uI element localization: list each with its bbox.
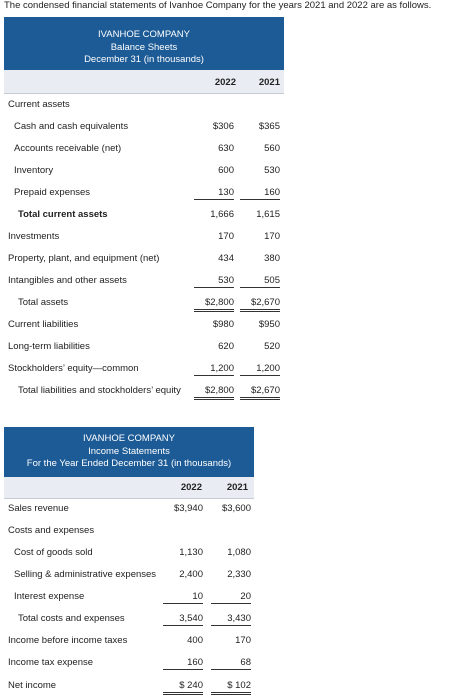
value-2022: 1,130 (179, 547, 203, 558)
row-label: Costs and expenses (8, 525, 95, 536)
statement-row (4, 297, 284, 311)
value-2021: $950 (258, 319, 280, 330)
value-2022: 2,400 (179, 569, 203, 580)
company-name: IVANHOE COMPANY (97, 29, 191, 40)
value-2021: 170 (235, 635, 251, 646)
value-2021: 380 (264, 253, 280, 264)
value-2022: 160 (163, 657, 203, 670)
row-label: Total costs and expenses (18, 613, 125, 624)
row-label: Net income (8, 680, 57, 691)
row-label: Intangibles and other assets (8, 275, 127, 286)
value-2022: 130 (194, 187, 234, 200)
row-label: Income tax expense (8, 657, 94, 668)
statement-row (4, 187, 284, 201)
statement-row (4, 363, 284, 377)
value-2021: 20 (211, 591, 251, 604)
value-2021: 505 (240, 275, 280, 288)
value-2022: 434 (218, 253, 234, 264)
value-2022: 600 (218, 165, 234, 176)
row-label: Total current assets (18, 209, 108, 220)
value-2022: 170 (218, 231, 234, 242)
value-2021: 170 (264, 231, 280, 242)
value-2022: 1,666 (210, 209, 234, 220)
value-2022: 620 (218, 341, 234, 352)
statement-row (4, 547, 254, 561)
statement-row (4, 503, 254, 517)
statement-period: December 31 (in thousands) (84, 54, 204, 65)
value-2021: 1,615 (256, 209, 280, 220)
value-2021: 530 (264, 165, 280, 176)
value-2021: $3,600 (221, 503, 251, 514)
statement-row (4, 591, 254, 605)
value-2021: 3,430 (211, 613, 251, 626)
value-2021: $2,670 (240, 297, 280, 312)
value-2021: $365 (258, 121, 280, 132)
value-2022: $2,800 (194, 385, 234, 400)
row-label: Income before income taxes (8, 635, 128, 646)
row-label: Total assets (18, 297, 69, 308)
value-2022: $ 240 (163, 680, 203, 695)
statement-row (4, 209, 284, 223)
row-label: Sales revenue (8, 503, 69, 514)
value-2021: 160 (240, 187, 280, 200)
value-2021: 1,080 (227, 547, 251, 558)
value-2021: 560 (264, 143, 280, 154)
row-label: Cost of goods sold (14, 547, 93, 558)
value-2021: 68 (211, 657, 251, 670)
statement-title: Income Statements (88, 445, 170, 457)
column-2022: 2022 (180, 482, 202, 493)
column-2021: 2021 (258, 77, 280, 88)
statement-row (4, 341, 284, 355)
value-2021: 2,330 (227, 569, 251, 580)
column-2021: 2021 (226, 482, 248, 493)
statement-row (4, 569, 254, 583)
row-label: Interest expense (14, 591, 85, 602)
value-2022: $2,800 (194, 297, 234, 312)
statement-row (4, 121, 284, 135)
row-label: Current liabilities (8, 319, 79, 330)
value-2022: $980 (212, 319, 234, 330)
row-label: Inventory (14, 165, 54, 176)
value-2022: 630 (218, 143, 234, 154)
statement-row (4, 657, 254, 671)
column-header-row (4, 477, 254, 499)
income-statement (4, 427, 254, 691)
statement-row (4, 165, 284, 179)
value-2021: $ 102 (211, 680, 251, 695)
row-label: Long-term liabilities (8, 341, 90, 352)
statement-row (4, 99, 284, 113)
statement-period: For the Year Ended December 31 (in thousands) (26, 458, 232, 469)
statement-row (4, 680, 254, 694)
row-label: Property, plant, and equipment (net) (8, 253, 160, 264)
statement-row (4, 385, 284, 399)
value-2021: 520 (264, 341, 280, 352)
value-2022: $3,940 (173, 503, 203, 514)
row-label: Selling & administrative expenses (14, 569, 157, 580)
balance-sheet (4, 17, 284, 396)
statement-row (4, 525, 254, 539)
value-2021: 1,200 (240, 363, 280, 376)
row-label: Prepaid expenses (14, 187, 91, 198)
statement-row (4, 253, 284, 267)
statement-row (4, 143, 284, 157)
value-2022: $306 (212, 121, 234, 132)
row-label: Investments (8, 231, 60, 242)
row-label: Cash and cash equivalents (14, 121, 129, 132)
statement-title: Balance Sheets (110, 41, 178, 53)
row-label: Total liabilities and stockholders’ equity (18, 385, 181, 396)
intro-text: The condensed financial statements of Ivanhoe Company for the years 2021 and 2022 are as follows. (4, 0, 432, 11)
balance-sheet-header (4, 17, 284, 70)
value-2022: 530 (194, 275, 234, 288)
value-2022: 400 (187, 635, 203, 646)
row-label: Stockholders’ equity—common (8, 363, 139, 374)
value-2022: 10 (163, 591, 203, 604)
statement-row (4, 613, 254, 627)
row-label: Accounts receivable (net) (14, 143, 122, 154)
company-name: IVANHOE COMPANY (82, 433, 176, 444)
column-header-row (4, 70, 284, 94)
value-2022: 1,200 (194, 363, 234, 376)
income-statement-header (4, 427, 254, 477)
statement-row (4, 635, 254, 649)
statement-row (4, 231, 284, 245)
value-2022: 3,540 (163, 613, 203, 626)
statement-row (4, 275, 284, 289)
column-2022: 2022 (214, 77, 236, 88)
statement-row (4, 319, 284, 333)
row-label: Current assets (8, 99, 70, 110)
value-2021: $2,670 (240, 385, 280, 400)
